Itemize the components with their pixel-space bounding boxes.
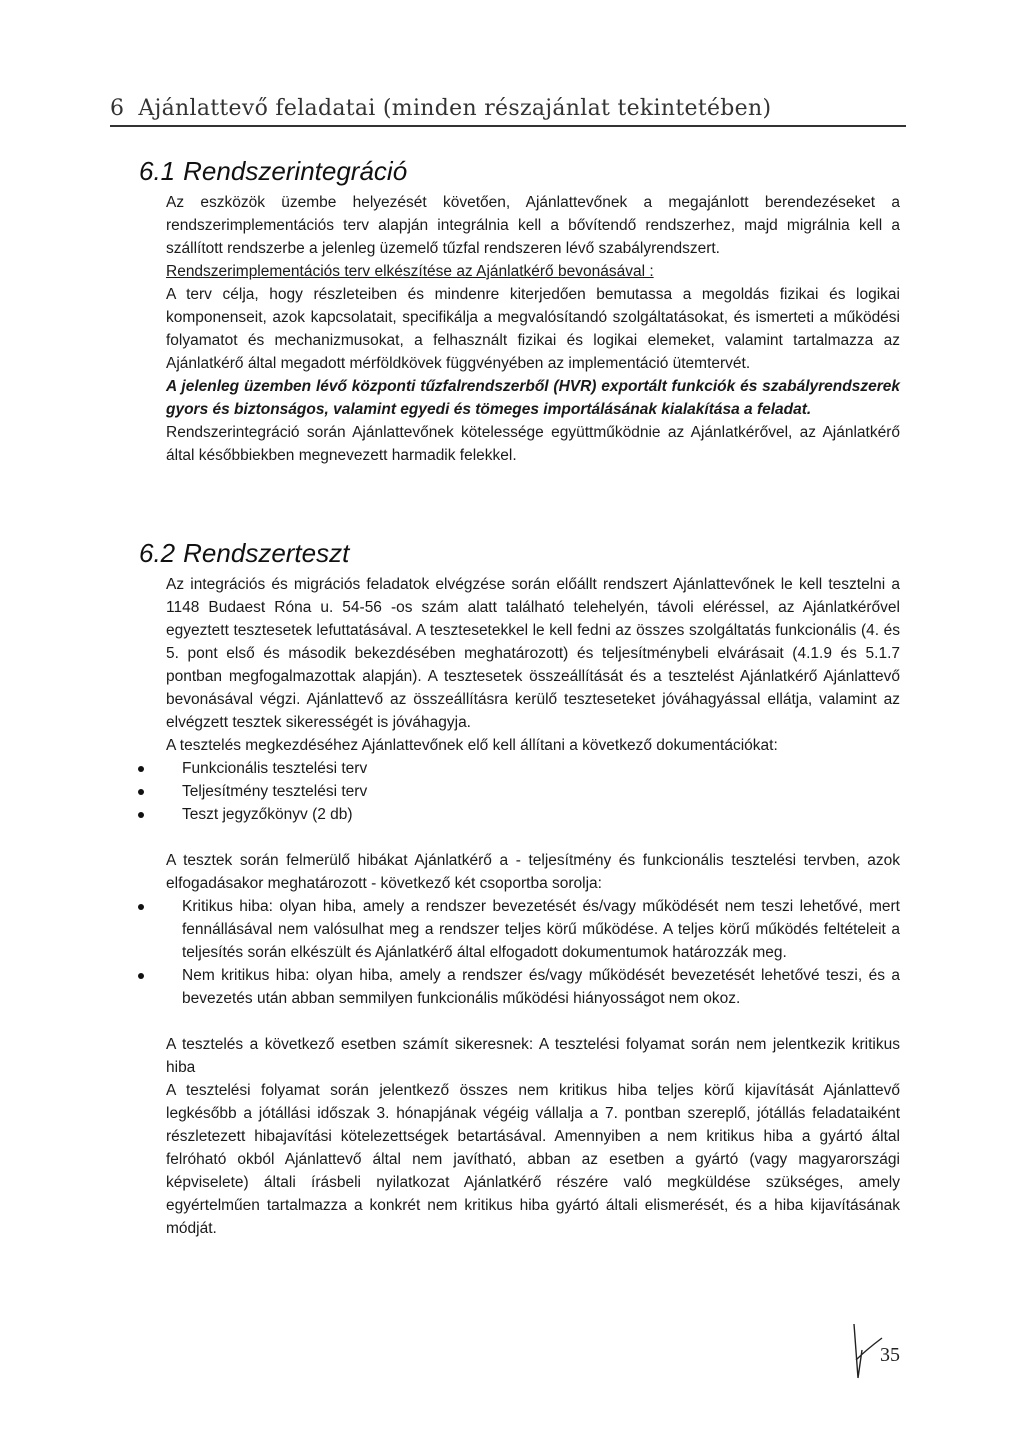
chapter-title: Ajánlattevő feladatai (minden részajánlat tekintetében) — [138, 96, 772, 121]
chapter-number: 6 — [110, 96, 125, 121]
paragraph: A tesztelési folyamat során jelentkező összes nem kritikus hiba teljes körű kijavítását Ajánlattevő legkésőbb a jótállási időszak 3. hónapjának végéig vállalja a 7. pontban szereplő, jótállás feladataiként részletezett hibajavítási kötelezettségek betartásával. Amennyiben a nem kritikus hiba a gyártó által felróható okból Ajánlattevő által nem javítható, abban az esetben a gyártó (vagy magyarországi képviselete) általi írásbeli nyilatkozat Ajánlatkérő részére való megküldése szükséges, amely egyértelműen tartalmazza a konkrét nem kritikus hiba gyártó általi elismerését, és a hiba kijavításának módját. — [166, 1082, 900, 1237]
list-item: Kritikus hiba: olyan hiba, amely a rendszer bevezetését és/vagy működését nem teszi lehetővé, mert fennállásával nem valósulhat meg a rendszer teljes körű működése. A teljes körű működés feltételeit a teljesítés során elkészült és Ajánlatkérő által elfogadott dokumentumok határozzák meg. — [166, 895, 900, 964]
paragraph: Rendszerintegráció során Ajánlattevőnek kötelessége együttműködnie az Ajánlatkérővel, az Ajánlatkérő által későbbiekben megnevezett harmadik felekkel. — [166, 424, 900, 464]
paragraph: Az eszközök üzembe helyezését követően, Ajánlattevőnek a megajánlott berendezéseket a rendszerimplementációs terv alapján integrálnia kell a bővítendő rendszerhez, majd migrálnia kell a szállított rendszerbe a jelenleg üzemelő tűzfal rendszeren lévő szabályrendszert. — [166, 194, 900, 257]
list-item: Nem kritikus hiba: olyan hiba, amely a rendszer és/vagy működését bevezetését lehetővé teszi, és a bevezetés után abban semmilyen funkcionális működési hiányosságot nem okoz. — [166, 964, 900, 1010]
section-number: 6.1 — [139, 156, 176, 186]
section-6-1-body — [166, 191, 900, 467]
documentation-list — [166, 757, 900, 826]
subheading: Rendszerimplementációs terv elkészítése az Ajánlatkérő bevonásával : — [166, 263, 654, 280]
list-item: Funkcionális tesztelési terv — [166, 757, 900, 780]
section-number: 6.2 — [139, 538, 176, 568]
section-title: Rendszerteszt — [183, 538, 350, 568]
paragraph: A terv célja, hogy részleteiben és mindenre kiterjedően bemutassa a megoldás fizikai és logikai komponenseit, azok kapcsolatait, specifikálja a megvalósítandó szolgáltatásokat, és ismerteti a működési folyamatot és mechanizmusokat, a felhasznált fizikai és logikai elemeket, valamint tartalmazza az Ajánlatkérő által megadott mérföldkövek függvényében az implementáció ütemtervét. — [166, 286, 900, 372]
list-item: Teszt jegyzőkönyv (2 db) — [166, 803, 900, 826]
emphasis-paragraph: A jelenleg üzemben lévő központi tűzfalrendszerből (HVR) exportált funkciók és szabályrendszerek gyors és biztonságos, valamint egyedi és tömeges importálásának kialakítása a feladat. — [166, 378, 900, 418]
paragraph: A tesztek során felmerülő hibákat Ajánlatkérő a - teljesítmény és funkcionális tesztelési tervben, azok elfogadásakor meghatározott - következő két csoportba sorolja: — [166, 852, 900, 892]
chapter-heading — [110, 96, 906, 127]
paragraph: Az integrációs és migrációs feladatok elvégzése során előállt rendszert Ajánlattevőnek le kell tesztelni a 1148 Budaest Róna u. 54-56 -os szám alatt található telehelyén, távoli eléréssel, az Ajánlatkérővel egyeztett tesztesetek lefuttatásával. A tesztesetekkel le kell fedni az összes szolgáltatás funkcionális (4. és 5. pont első és második bekezdésében meghatározott) és teljesítménybeli elvárásait (4.1.9 és 5.1.7 pontban megfogalmazottak alapján). A tesztesetek összeállítását és a tesztelést Ajánlatkérő Ajánlattevő bevonásával végzi. Ajánlattevő az összeállításra kerülő teszteseteket jóváhagyással ellátja, valamint az elvégzett tesztek sikerességét is jóváhagyja. — [166, 576, 900, 731]
page-number: 35 — [880, 1344, 900, 1366]
paragraph: A tesztelés megkezdéséhez Ajánlattevőnek elő kell állítani a következő dokumentációkat: — [166, 737, 778, 754]
list-item: Teljesítmény tesztelési terv — [166, 780, 900, 803]
section-heading-6-2 — [139, 538, 349, 569]
section-title: Rendszerintegráció — [183, 156, 408, 186]
section-heading-6-1 — [139, 156, 407, 187]
error-category-list — [166, 895, 900, 1010]
section-6-2-body — [166, 573, 900, 1240]
paragraph: A tesztelés a következő esetben számít sikeresnek: A tesztelési folyamat során nem jelentkezik kritikus hiba — [166, 1036, 900, 1076]
